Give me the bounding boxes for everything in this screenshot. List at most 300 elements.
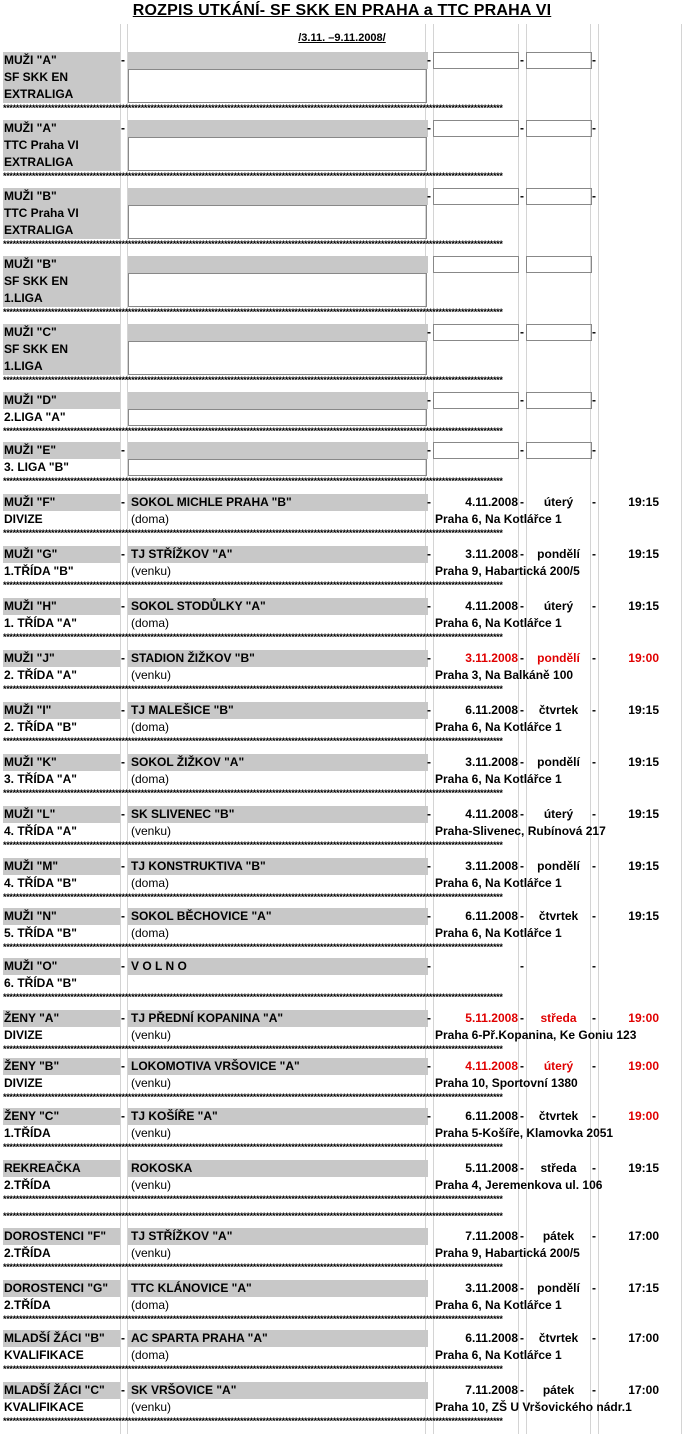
dash [425, 1228, 433, 1245]
row-separator: ************************************************************************************************************************************************************ [3, 240, 503, 248]
team-name: MUŽI "J" [3, 650, 120, 667]
dash: - [520, 755, 524, 769]
team-name: MLADŠÍ ŽÁCI "C" [3, 1382, 120, 1399]
dash: - [121, 1109, 125, 1123]
opponent-name: TJ KOŠÍŘE "A" [128, 1108, 428, 1125]
match-day: pondělí [537, 651, 580, 665]
team-league: TTC Praha VI [3, 205, 120, 222]
dash: - [520, 1229, 524, 1243]
team-name: MUŽI "A" [3, 120, 120, 137]
match-time: 19:15 [628, 859, 659, 873]
dash: - [520, 547, 524, 561]
page-title [1, 2, 682, 20]
match-day: pátek [542, 1383, 575, 1397]
venue-address: Praha 6, Na Kotlářce 1 [435, 926, 562, 940]
match-date: 4.11.2008 [465, 1059, 518, 1073]
row-separator: ************************************************************************************************************************************************************ [3, 1263, 503, 1271]
opponent-name [128, 324, 428, 341]
row-separator: ************************************************************************************************************************************************************ [3, 943, 503, 951]
opponent-name: SK VRŠOVICE "A" [128, 1382, 428, 1399]
match-day [527, 324, 590, 341]
row-separator: ************************************************************************************************************************************************************ [3, 581, 503, 589]
opponent-name [128, 52, 428, 69]
dash: - [592, 909, 596, 923]
dash: - [592, 1331, 596, 1345]
dash: - [520, 121, 524, 135]
dash: - [427, 959, 431, 973]
dash [425, 1280, 433, 1297]
venue-address: Praha-Slivenec, Rubínová 217 [435, 824, 606, 838]
team-league: 2.TŘÍDA [4, 1298, 51, 1312]
match-day: úterý [543, 495, 574, 509]
venue-address: Praha 6, Na Kotlářce 1 [435, 616, 562, 630]
venue-address: Praha 6-Př.Kopanina, Ke Goniu 123 [435, 1028, 637, 1042]
dash: - [427, 393, 431, 407]
match-date [433, 52, 518, 69]
dash: - [592, 495, 596, 509]
team-name: DOROSTENCI "F" [3, 1228, 120, 1245]
match-date: 5.11.2008 [465, 1011, 518, 1025]
venue-label: (venku) [131, 668, 172, 682]
dash: - [592, 393, 596, 407]
dash: - [592, 443, 596, 457]
team-name: MUŽI "D" [3, 392, 120, 409]
venue-label: (doma) [131, 876, 170, 890]
dash [425, 1160, 433, 1177]
match-date [433, 442, 518, 459]
dash: - [121, 1059, 125, 1073]
dash: - [592, 1383, 596, 1397]
row-separator: ************************************************************************************************************************************************************ [3, 477, 503, 485]
match-day: čtvrtek [538, 1109, 579, 1123]
team-name: MUŽI "F" [3, 494, 120, 511]
match-date: 3.11.2008 [465, 651, 518, 665]
row-separator: ************************************************************************************************************************************************************ [3, 104, 503, 112]
match-time [598, 188, 659, 205]
match-time: 19:00 [628, 1011, 659, 1025]
row-separator: ************************************************************************************************************************************************************ [3, 993, 503, 1001]
venue-label: (doma) [131, 616, 170, 630]
team-league: SF SKK EN [3, 69, 120, 86]
match-time: 19:00 [628, 1059, 659, 1073]
opponent-name: TJ STŘÍŽKOV "A" [128, 1228, 428, 1245]
dash: - [121, 703, 125, 717]
team-league: 2.TŘÍDA [4, 1178, 51, 1192]
opponent-name: SOKOL BĚCHOVICE "A" [128, 908, 428, 925]
row-separator: ************************************************************************************************************************************************************ [3, 1093, 503, 1101]
team-league: 2. TŘÍDA "B" [4, 720, 77, 734]
dash: - [592, 1109, 596, 1123]
dash [120, 1160, 126, 1177]
venue-label: (doma) [131, 1298, 170, 1312]
dash: - [121, 121, 125, 135]
match-date: 4.11.2008 [465, 807, 518, 821]
team-league: SF SKK EN [3, 273, 120, 290]
dash: - [520, 53, 524, 67]
dash: - [520, 807, 524, 821]
team-league: DIVIZE [4, 512, 43, 526]
dash: - [520, 393, 524, 407]
opponent-name: SK SLIVENEC "B" [128, 806, 428, 823]
team-league: EXTRALIGA [3, 222, 120, 239]
dash: - [520, 909, 524, 923]
dash: - [520, 325, 524, 339]
venue-label [129, 341, 431, 358]
dash: - [121, 599, 125, 613]
match-time [598, 442, 659, 459]
match-date [433, 324, 518, 341]
venue-label [129, 137, 431, 154]
row-separator: ************************************************************************************************************************************************************ [3, 1365, 503, 1373]
team-league: 1.LIGA [3, 290, 120, 307]
dash [425, 256, 433, 273]
dash: - [592, 807, 596, 821]
dash: - [121, 547, 125, 561]
match-day: středa [540, 1161, 577, 1175]
team-league: DIVIZE [4, 1076, 43, 1090]
dash: - [427, 325, 431, 339]
opponent-name: ROKOSKA [128, 1160, 428, 1177]
dash: - [520, 1059, 524, 1073]
venue-address: Praha 4, Jeremenkova ul. 106 [435, 1178, 603, 1192]
match-time: 19:15 [628, 703, 659, 717]
dash: - [520, 959, 524, 973]
team-name: MUŽI "M" [3, 858, 120, 875]
team-league: 2.TŘÍDA [4, 1246, 51, 1260]
match-time [598, 392, 659, 409]
dash: - [427, 807, 431, 821]
dash: - [592, 959, 596, 973]
team-league: DIVIZE [4, 1028, 43, 1042]
dash: - [427, 443, 431, 457]
dash [425, 1382, 433, 1399]
match-time: 19:15 [628, 909, 659, 923]
venue-address [433, 69, 682, 86]
match-day [527, 188, 590, 205]
match-day: úterý [543, 599, 574, 613]
dash: - [121, 495, 125, 509]
venue-address: Praha 6, Na Kotlářce 1 [435, 772, 562, 786]
venue-label [129, 69, 431, 86]
opponent-name [128, 256, 428, 273]
match-day [527, 442, 590, 459]
venue-label: (venku) [131, 1028, 172, 1042]
team-league: 2. TŘÍDA "A" [4, 668, 77, 682]
team-name: MUŽI "N" [3, 908, 120, 925]
dash: - [427, 495, 431, 509]
match-date: 6.11.2008 [465, 1109, 518, 1123]
team-league: EXTRALIGA [3, 154, 120, 171]
venue-label: (venku) [131, 1400, 172, 1414]
match-date: 6.11.2008 [465, 909, 518, 923]
venue-address: Praha 6, Na Kotlářce 1 [435, 1348, 562, 1362]
dash: - [121, 651, 125, 665]
page-subtitle [1, 32, 682, 44]
match-time [598, 324, 659, 341]
opponent-name [128, 392, 428, 409]
dash: - [121, 755, 125, 769]
match-date: 6.11.2008 [465, 1331, 518, 1345]
dash: - [121, 1331, 125, 1345]
match-day: úterý [543, 807, 574, 821]
team-name: MUŽI "K" [3, 754, 120, 771]
dash: - [427, 909, 431, 923]
opponent-name: TJ PŘEDNÍ KOPANINA "A" [128, 1010, 428, 1027]
dash: - [592, 599, 596, 613]
dash: - [592, 121, 596, 135]
grid-line [120, 24, 121, 1434]
match-day [527, 52, 590, 69]
team-name: MUŽI "C" [3, 324, 120, 341]
team-name: MUŽI "I" [3, 702, 120, 719]
team-league: 5. TŘÍDA "B" [4, 926, 77, 940]
team-league: 1.LIGA [3, 358, 120, 375]
match-time: 19:15 [628, 547, 659, 561]
team-league: 2.LIGA "A" [4, 410, 66, 424]
match-time [598, 120, 659, 137]
match-day: pondělí [537, 547, 580, 561]
team-name: REKREAČKA [3, 1160, 120, 1177]
venue-label [129, 273, 431, 290]
dash: - [427, 859, 431, 873]
team-name: MUŽI "B" [3, 256, 120, 273]
match-time: 19:15 [628, 495, 659, 509]
dash: - [427, 547, 431, 561]
match-date: 7.11.2008 [465, 1229, 518, 1243]
dash: - [592, 859, 596, 873]
opponent-name: LOKOMOTIVA VRŠOVICE "A" [128, 1058, 428, 1075]
dash: - [121, 959, 125, 973]
team-name: MUŽI "H" [3, 598, 120, 615]
dash: - [121, 53, 125, 67]
venue-label [129, 205, 431, 222]
venue-address: Praha 10, Sportovní 1380 [435, 1076, 578, 1090]
match-date [433, 392, 518, 409]
dash: - [427, 53, 431, 67]
opponent-name: TJ STŘÍŽKOV "A" [128, 546, 428, 563]
venue-address: Praha 6, Na Kotlářce 1 [435, 512, 562, 526]
opponent-name: TTC KLÁNOVICE "A" [128, 1280, 428, 1297]
dash: - [520, 859, 524, 873]
row-separator: ************************************************************************************************************************************************************ [3, 737, 503, 745]
team-name: MUŽI "B" [3, 188, 120, 205]
team-league: KVALIFIKACE [4, 1348, 84, 1362]
opponent-name: SOKOL ŽIŽKOV "A" [128, 754, 428, 771]
venue-label: (venku) [131, 1246, 172, 1260]
team-league: SF SKK EN [3, 341, 120, 358]
dash: - [592, 325, 596, 339]
venue-address [433, 975, 682, 992]
match-time [598, 52, 659, 69]
team-league: 1. TŘÍDA "A" [4, 616, 77, 630]
title-text: ROZPIS UTKÁNÍ- SF SKK EN PRAHA a TTC PRAHA VI [132, 2, 552, 19]
match-time: 19:15 [628, 1161, 659, 1175]
venue-label: (doma) [131, 720, 170, 734]
dash: - [520, 1281, 524, 1295]
match-day [527, 958, 590, 975]
match-day: čtvrtek [538, 1331, 579, 1345]
dash: - [520, 1383, 524, 1397]
dash: - [520, 651, 524, 665]
dash: - [520, 1011, 524, 1025]
match-day [527, 120, 590, 137]
match-day: úterý [543, 1059, 574, 1073]
venue-label: (venku) [131, 1126, 172, 1140]
venue-address: Praha 3, Na Balkáně 100 [435, 668, 574, 682]
opponent-name [128, 188, 428, 205]
venue-label [129, 459, 431, 476]
team-league: 1.TŘÍDA "B" [4, 564, 74, 578]
venue-address: Praha 6, Na Kotlářce 1 [435, 876, 562, 890]
dash: - [427, 599, 431, 613]
team-league: KVALIFIKACE [4, 1400, 84, 1414]
venue-label: (doma) [131, 772, 170, 786]
venue-label [129, 975, 431, 992]
match-date [433, 120, 518, 137]
match-day: pátek [542, 1229, 575, 1243]
dash: - [592, 53, 596, 67]
dash: - [592, 651, 596, 665]
team-league: 1.TŘÍDA [4, 1126, 51, 1140]
dash: - [592, 189, 596, 203]
row-separator: ************************************************************************************************************************************************************ [3, 1045, 503, 1053]
dash: - [427, 703, 431, 717]
dash [120, 1280, 126, 1297]
match-time: 19:15 [628, 599, 659, 613]
dash [120, 1228, 126, 1245]
dash: - [520, 495, 524, 509]
venue-address [433, 205, 682, 222]
dash: - [121, 443, 125, 457]
dash: - [427, 1059, 431, 1073]
match-day: pondělí [537, 859, 580, 873]
team-league: TTC Praha VI [3, 137, 120, 154]
dash: - [520, 443, 524, 457]
dash: - [427, 755, 431, 769]
match-date: 7.11.2008 [465, 1383, 518, 1397]
venue-label: (venku) [131, 824, 172, 838]
team-league: 3. LIGA "B" [4, 460, 69, 474]
match-time: 19:15 [628, 755, 659, 769]
match-date: 3.11.2008 [465, 547, 518, 561]
match-time: 19:15 [628, 807, 659, 821]
match-time: 19:00 [628, 1109, 659, 1123]
match-time: 17:15 [628, 1281, 659, 1295]
match-time: 19:00 [628, 651, 659, 665]
venue-address: Praha 10, ZŠ U Vršovického nádr.1 [435, 1400, 632, 1414]
team-league: EXTRALIGA [3, 86, 120, 103]
dash: - [427, 1011, 431, 1025]
match-date: 5.11.2008 [465, 1161, 518, 1175]
team-name: MUŽI "E" [3, 442, 120, 459]
dash: - [121, 909, 125, 923]
match-date: 3.11.2008 [465, 1281, 518, 1295]
dash: - [427, 121, 431, 135]
team-league: 4. TŘÍDA "B" [4, 876, 77, 890]
dash: - [592, 547, 596, 561]
row-separator: ************************************************************************************************************************************************************ [3, 376, 503, 384]
row-separator: ************************************************************************************************************************************************************ [3, 1195, 503, 1203]
match-date [433, 958, 518, 975]
team-name: ŽENY "C" [3, 1108, 120, 1125]
opponent-name: SOKOL STODŮLKY "A" [128, 598, 428, 615]
match-time [598, 256, 659, 273]
dash: - [592, 755, 596, 769]
team-name: MUŽI "A" [3, 52, 120, 69]
team-name: ŽENY "B" [3, 1058, 120, 1075]
opponent-name: AC SPARTA PRAHA "A" [128, 1330, 428, 1347]
team-name: MUŽI "O" [3, 958, 120, 975]
match-day [527, 392, 590, 409]
dash: - [520, 1161, 524, 1175]
team-name: DOROSTENCI "G" [3, 1280, 120, 1297]
dash [120, 392, 126, 409]
venue-label: (venku) [131, 1178, 172, 1192]
venue-address [433, 409, 682, 426]
dash [120, 324, 126, 341]
venue-address: Praha 6, Na Kotlářce 1 [435, 720, 562, 734]
dash: - [592, 1161, 596, 1175]
venue-label: (venku) [131, 1076, 172, 1090]
venue-address: Praha 5-Košíře, Klamovka 2051 [435, 1126, 614, 1140]
opponent-name: V O L N O [128, 958, 428, 975]
dash [590, 256, 598, 273]
dash: - [592, 1281, 596, 1295]
opponent-name: STADION ŽIŽKOV "B" [128, 650, 428, 667]
row-separator: ************************************************************************************************************************************************************ [3, 1417, 503, 1425]
dash: - [520, 1109, 524, 1123]
match-time: 17:00 [628, 1331, 659, 1345]
venue-address: Praha 6, Na Kotlářce 1 [435, 1298, 562, 1312]
match-date: 4.11.2008 [465, 599, 518, 613]
dash: - [121, 859, 125, 873]
dash [518, 256, 526, 273]
match-time: 17:00 [628, 1383, 659, 1397]
match-day: pondělí [537, 1281, 580, 1295]
dash: - [121, 807, 125, 821]
venue-address [433, 459, 682, 476]
team-name: ŽENY "A" [3, 1010, 120, 1027]
row-separator: ************************************************************************************************************************************************************ [3, 633, 503, 641]
row-separator: ************************************************************************************************************************************************************ [3, 1212, 503, 1220]
row-separator: ************************************************************************************************************************************************************ [3, 841, 503, 849]
venue-label: (venku) [131, 564, 172, 578]
venue-label: (doma) [131, 926, 170, 940]
match-day: pondělí [537, 755, 580, 769]
row-separator: ************************************************************************************************************************************************************ [3, 308, 503, 316]
match-date: 3.11.2008 [465, 755, 518, 769]
dash: - [121, 1011, 125, 1025]
team-name: MUŽI "G" [3, 546, 120, 563]
dash: - [592, 1011, 596, 1025]
opponent-name: SOKOL MICHLE PRAHA "B" [128, 494, 428, 511]
team-name: MUŽI "L" [3, 806, 120, 823]
match-date [433, 256, 518, 273]
match-day [527, 256, 590, 273]
dash: - [592, 703, 596, 717]
opponent-name [128, 442, 428, 459]
dash: - [520, 1331, 524, 1345]
venue-label: (doma) [131, 512, 170, 526]
match-time: 17:00 [628, 1229, 659, 1243]
dash: - [427, 651, 431, 665]
venue-address: Praha 9, Habartická 200/5 [435, 1246, 580, 1260]
match-date: 6.11.2008 [465, 703, 518, 717]
dash: - [520, 189, 524, 203]
match-day: čtvrtek [538, 909, 579, 923]
row-separator: ************************************************************************************************************************************************************ [3, 685, 503, 693]
dash: - [427, 1109, 431, 1123]
